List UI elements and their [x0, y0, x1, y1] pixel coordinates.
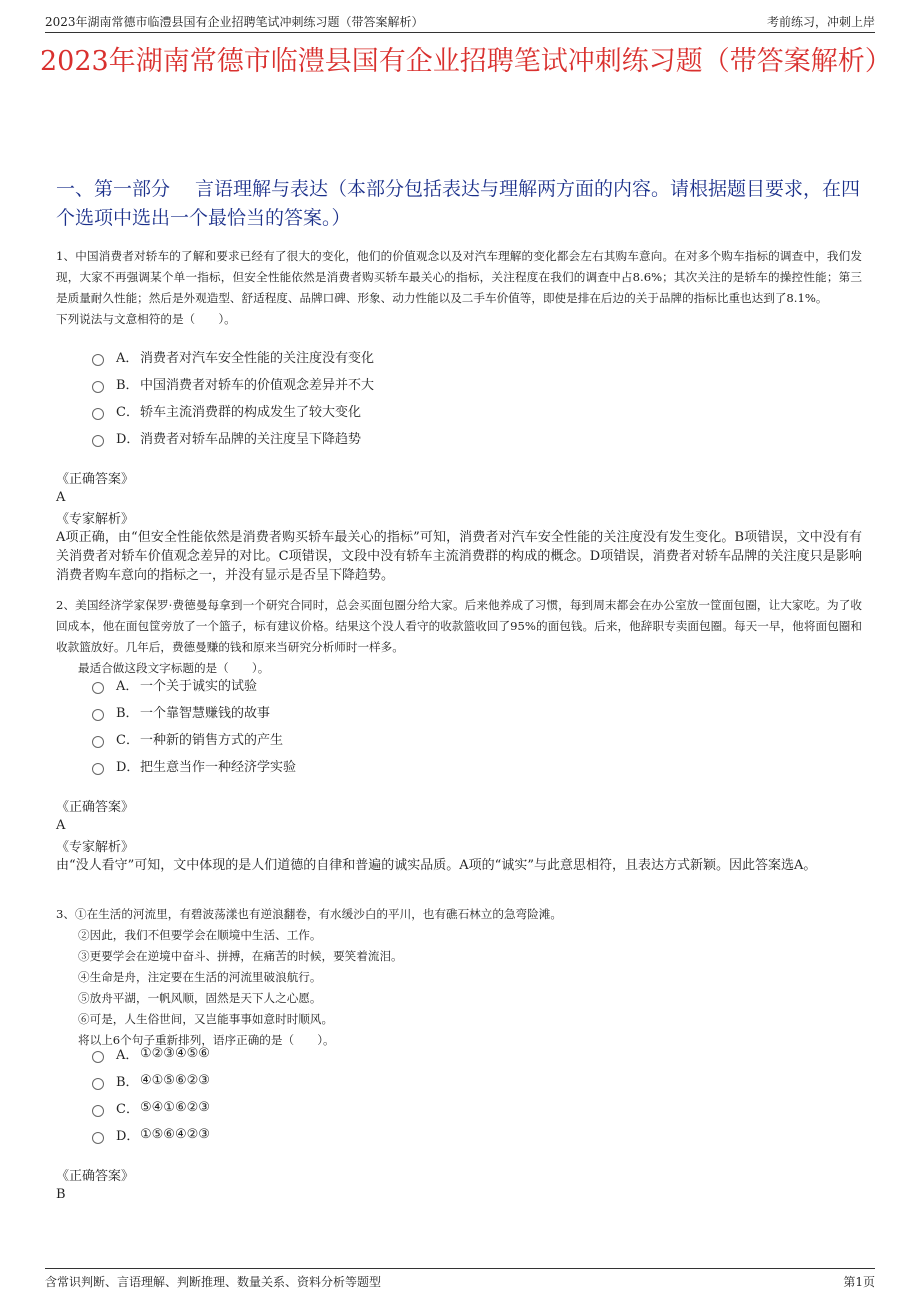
- question-stem: 1、中国消费者对轿车的了解和要求已经有了很大的变化，他们的价值观念以及对汽车理解的变化都会左右其购车意向。在对多个购车指标的调查中，我们发现，大家不再强调某个单一指标，但安全性能依然是消费者购买轿车最关心的指标，关注程度在我们的调查中占8.6%；其次关注的是轿车的操控性能；第三是质量耐久性能；然后是外观造型、舒适程度、品牌口碑、形象、动力性能以及二手车价值等，即使是排在后边的关于品牌的指标比重也达到了8.1%。: [56, 249, 862, 305]
- question-2-options: [92, 671, 296, 779]
- question-1-answer: [56, 471, 862, 585]
- option-d[interactable]: D． ①⑤⑥④②③: [92, 1121, 210, 1148]
- question-1-stem: [56, 246, 862, 330]
- option-b[interactable]: B． 中国消费者对轿车的价值观念差异并不大: [92, 370, 374, 397]
- radio-icon[interactable]: [92, 736, 104, 748]
- sentence-line: ⑤放舟平湖，一帆风顺，固然是天下人之心愿。: [78, 991, 322, 1005]
- question-stem: 3、①在生活的河流里，有碧波荡漾也有逆浪翻卷，有水缓沙白的平川，也有礁石林立的急弯险滩。: [56, 907, 562, 921]
- option-a[interactable]: A． ①②③④⑤⑥: [92, 1040, 210, 1067]
- header-title: 2023年湖南常德市临澧县国有企业招聘笔试冲刺练习题（带答案解析）: [45, 15, 424, 29]
- option-c[interactable]: C． 一种新的销售方式的产生: [92, 725, 296, 752]
- option-d[interactable]: D． 把生意当作一种经济学实验: [92, 752, 296, 779]
- question-prompt: 将以上6个句子重新排列，语序正确的是（ ）。: [78, 1033, 335, 1047]
- page-footer: [45, 1268, 875, 1291]
- answer-label: 《正确答案》: [56, 472, 135, 487]
- analysis-text: 由“没人看守”可知，文中体现的是人们道德的自律和普遍的诚实品质。A项的“诚实”与此意思相符，且表达方式新颖。因此答案选A。: [56, 858, 817, 873]
- footer-description: 含常识判断、言语理解、判断推理、数量关系、资料分析等题型: [45, 1275, 382, 1289]
- answer-value: A: [56, 818, 66, 833]
- radio-icon[interactable]: [92, 381, 104, 393]
- radio-icon[interactable]: [92, 435, 104, 447]
- answer-label: 《正确答案》: [56, 800, 135, 815]
- answer-value: B: [56, 1187, 66, 1202]
- question-prompt: 最适合做这段文字标题的是（ ）。: [78, 661, 270, 675]
- option-c[interactable]: C． 轿车主流消费群的构成发生了较大变化: [92, 397, 374, 424]
- radio-icon[interactable]: [92, 763, 104, 775]
- option-c[interactable]: C． ⑤④①⑥②③: [92, 1094, 210, 1121]
- option-b[interactable]: B． ④①⑤⑥②③: [92, 1067, 210, 1094]
- analysis-label: 《专家解析》: [56, 840, 135, 855]
- option-b[interactable]: B． 一个靠智慧赚钱的故事: [92, 698, 296, 725]
- sentence-line: ⑥可是，人生俗世间，又岂能事事如意时时顺风。: [78, 1012, 334, 1026]
- radio-icon[interactable]: [92, 1105, 104, 1117]
- question-stem: 2、美国经济学家保罗·费德曼每拿到一个研究合同时，总会买面包圈分给大家。后来他养成了习惯，每到周末都会在办公室放一筐面包圈，让大家吃。为了收回成本，他在面包筐旁放了一个篮子，标有建议价格。结果这个没人看守的收款篮收回了95%的面包钱。后来，他辞职专卖面包圈。每天一早，他将面包圈和收款篮放好。几年后，费德曼赚的钱和原来当研究分析师时一样多。: [56, 598, 862, 654]
- radio-icon[interactable]: [92, 709, 104, 721]
- radio-icon[interactable]: [92, 408, 104, 420]
- option-a[interactable]: A． 消费者对汽车安全性能的关注度没有变化: [92, 343, 374, 370]
- analysis-text: A项正确，由“但安全性能依然是消费者购买轿车最关心的指标”可知，消费者对汽车安全性能的关注度没有发生变化。B项错误，文中没有有关消费者对轿车价值观念差异的对比。C项错误，文段中没有轿车主流消费群的构成的概念。D项错误，消费者对轿车品牌的关注度只是影响消费者购车意向的指标之一，并没有显示是否呈下降趋势。: [56, 530, 862, 583]
- radio-icon[interactable]: [92, 354, 104, 366]
- analysis-label: 《专家解析》: [56, 512, 135, 527]
- radio-icon[interactable]: [92, 1051, 104, 1063]
- question-2-stem: [56, 595, 862, 679]
- answer-value: A: [56, 490, 66, 505]
- document-title: 2023年湖南常德市临澧县国有企业招聘笔试冲刺练习题（带答案解析）: [40, 46, 892, 77]
- option-d[interactable]: D． 消费者对轿车品牌的关注度呈下降趋势: [92, 424, 374, 451]
- question-1-options: [92, 343, 374, 451]
- sentence-line: ②因此，我们不但要学会在顺境中生活、工作。: [78, 928, 322, 942]
- section-heading: 一、第一部分 言语理解与表达（本部分包括表达与理解两方面的内容。请根据题目要求，在四个选项中选出一个最恰当的答案。）: [56, 178, 861, 229]
- answer-label: 《正确答案》: [56, 1169, 135, 1184]
- question-3-answer: [56, 1168, 862, 1204]
- sentence-line: ③更要学会在逆境中奋斗、拼搏，在痛苦的时候，要笑着流泪。: [78, 949, 403, 963]
- page-number: 第1页: [843, 1275, 875, 1289]
- radio-icon[interactable]: [92, 1078, 104, 1090]
- page-header: [45, 10, 875, 33]
- header-slogan: 考前练习，冲刺上岸: [766, 15, 875, 29]
- question-3-options: [92, 1040, 210, 1148]
- question-2-answer: [56, 799, 862, 875]
- option-a[interactable]: A． 一个关于诚实的试验: [92, 671, 296, 698]
- radio-icon[interactable]: [92, 1132, 104, 1144]
- sentence-line: ④生命是舟，注定要在生活的河流里破浪航行。: [78, 970, 322, 984]
- radio-icon[interactable]: [92, 682, 104, 694]
- question-prompt: 下列说法与文意相符的是（ ）。: [56, 312, 236, 326]
- question-3-stem: [56, 904, 862, 1051]
